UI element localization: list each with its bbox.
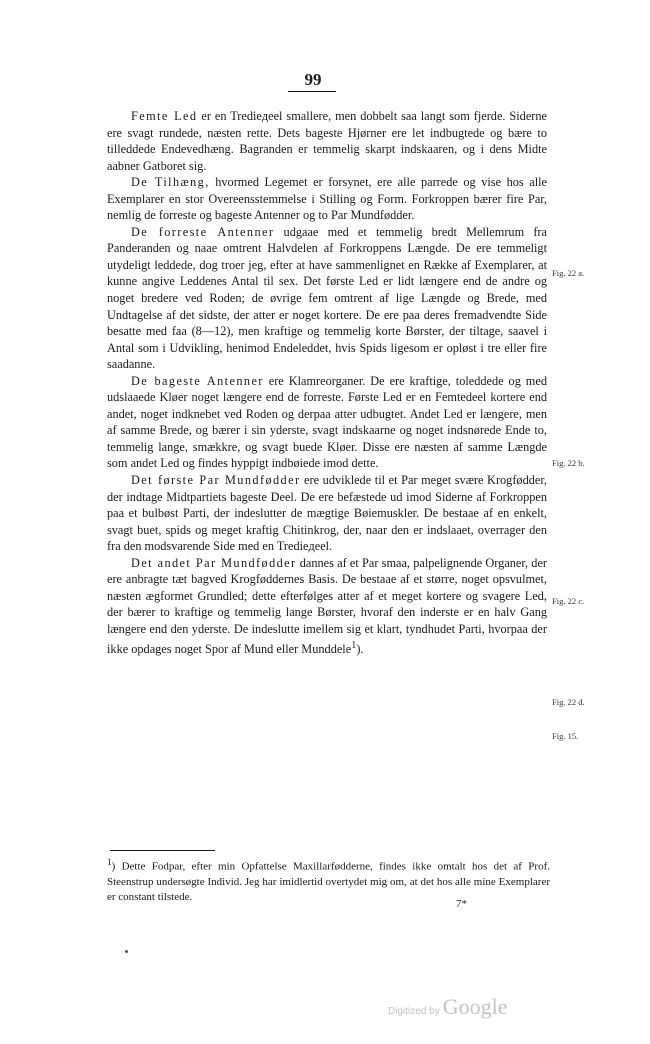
footnote bbox=[107, 855, 550, 905]
paragraph-andet-mundfodder bbox=[107, 555, 547, 657]
paragraph-lead: Femte Led bbox=[131, 109, 198, 123]
signature-mark: 7* bbox=[456, 898, 467, 910]
digitized-watermark bbox=[388, 994, 507, 1020]
paragraph-forreste-antenner bbox=[107, 224, 547, 373]
paragraph-text: udgaae med et temmelig bredt Mellemrum fra Panderanden og naae omtrent Halvdelen af Forkroppens Længde. De ere temmeligt utydeligt leddede, dog troer jeg, efter at have sammenlignet en Række af Exemplarer, at kunne angive Leddenes Antal til sex. Det første Led er lidt længere end de andre og noget bredere ved Roden; de øvrige fem omtrent af lige Længde og Brede, med Undtagelse af det sidste, der atter er noget kortere. De ere paa deres fremadvendte Side besatte med faa (8—12), men kraftige og temmelig korte Børster, der tiltage, saavel i Antal som i Udvikling, henimod Endeleddet, hvis Spids ligesom er opløst i tre eller fire saadanne. bbox=[107, 224, 547, 372]
margin-figure-ref: Fig. 15. bbox=[552, 731, 579, 741]
watermark-brand: Google bbox=[442, 994, 508, 1019]
paragraph-lead: De forreste Antenner bbox=[131, 224, 275, 239]
page-number: 99 bbox=[304, 70, 322, 89]
paragraph-femte-led bbox=[107, 108, 547, 174]
print-speck bbox=[125, 950, 128, 953]
margin-figure-ref: Fig. 22 a. bbox=[552, 268, 585, 278]
paragraph-text: hvormed Legemet er forsynet, ere alle parrede og vise hos alle Exemplarer en stor Overeensstemmelse i Stilling og Form. Forkroppen bærer fire Par, nemlig de forreste og bageste Antenner og to Par Mundfødder. bbox=[107, 175, 547, 223]
paragraph-text: ere udviklede til et Par meget svære Krogfødder, der indtage Midtpartiets bageste Deel. De ere befæstede ud imod Siderne af Forkroppen paa et bulbøst Parti, der indeslutter de mægtige Bøiemuskler. De bestaae af en enkelt, svagt buet, spids og meget kraftig Chitinkrog, der, naar den er indslaaet, overrager den fra den modsvarende Side med en Tredieдeel. bbox=[107, 473, 548, 554]
footnote-rule bbox=[110, 850, 215, 851]
footnote-reference[interactable]: 1 bbox=[351, 639, 357, 651]
paragraph-lead: Det andet Par Mundfødder bbox=[131, 555, 297, 570]
watermark-prefix: Digitized by bbox=[388, 1006, 440, 1017]
paragraph-lead: Det første Par Mundfødder bbox=[131, 473, 301, 488]
paragraph-lead: De bageste Antenner bbox=[131, 373, 264, 388]
paragraph-text: ere Klamreorganer. De ere kraftige, toleddede og med udslaaede Kløer noget længere end de forreste. Første Led er en Femtedeel kortere end andet, noget indknebet ved Roden og derpaa atter udbugtet. Andet Led er længere, men af samme Brede, og bærer i sin yderste, svagt indskaarne og noget indsnørede Ende to, temmelig lange, smækkre, og svagt buede Kløer. Disse ere næsten af samme Længde som andet Led og findes hyppigt indbøiede imod dette. bbox=[107, 373, 547, 471]
margin-figure-ref: Fig. 22 c. bbox=[552, 596, 585, 606]
paragraph-text: dannes af et Par smaa, palpelignende Organer, der ere anbragte tæt bagved Krogføddernes Basis. De bestaae af et større, noget opsvulmet, næsten ægformet Grundled; dette efterfølges atter af et meget kortere og svagere Led, der bærer to kraftige og temmelig lange Børster, hvoraf den inderste er en halv Gang længere end den yderste. De indeslutte imellem sig et klart, tyndhudet Parti, hvorpaa der ikke opdages noget Spor af Mund eller Munddele bbox=[107, 555, 548, 656]
paragraph-lead: De Tilhæng, bbox=[131, 175, 210, 190]
page-number-rule bbox=[288, 91, 336, 92]
paragraph-forste-mundfodder bbox=[107, 472, 547, 555]
margin-figure-ref: Fig. 22 d. bbox=[552, 697, 585, 707]
margin-figure-ref: Fig. 22 b. bbox=[552, 458, 585, 468]
body-text bbox=[107, 108, 547, 657]
paragraph-bageste-antenner bbox=[107, 373, 547, 472]
footnote-text: ) Dette Fodpar, efter min Opfattelse Maxillarfødderne, findes ikke omtalt hos det af Prof. Steenstrup undersøgte Individ. Jeg har imidlertid overtydet mig om, at det hos alle mine Exemplarer er constant tilstede. bbox=[107, 860, 550, 903]
footnote-marker: 1 bbox=[107, 857, 112, 867]
paragraph-text: er en Tredieдeel smallere, men dobbelt saa langt som fjerde. Siderne ere svagt rundede, næsten rette. Dets bageste Hjørner ere let indbugtede og bære to tilleddede Endevedhæng. Bagranden er temmelig skarpt indskaaren, og i dens Midte aabner Gatboret sig. bbox=[107, 109, 547, 173]
paragraph-tail: ). bbox=[356, 641, 364, 656]
paragraph-tilhaeng bbox=[107, 174, 547, 224]
